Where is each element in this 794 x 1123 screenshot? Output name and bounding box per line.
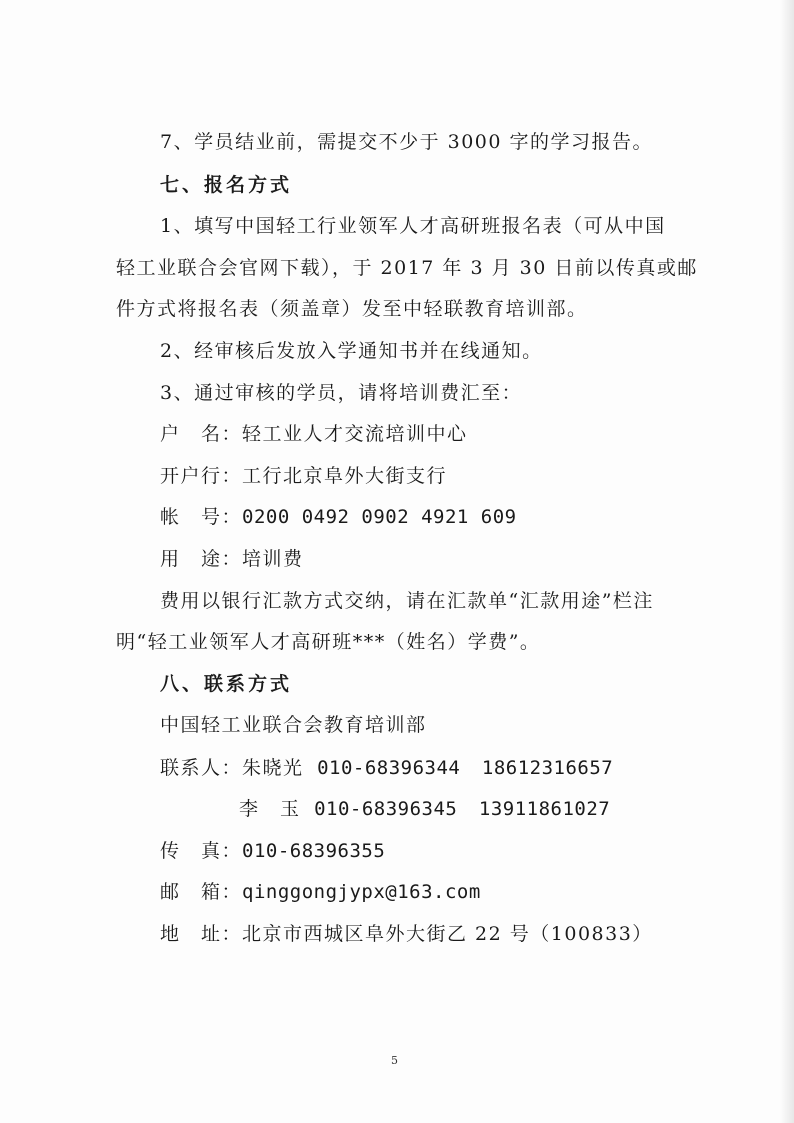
address-row (160, 921, 653, 947)
account-number-row (160, 504, 517, 530)
contact-person-1-name: 朱晓光 (242, 757, 304, 779)
contact-organization: 中国轻工业联合会教育培训部 (160, 714, 427, 736)
bank-row (160, 463, 447, 489)
contact-person-2-phone: 010-68396345 (314, 798, 458, 820)
fax-row (160, 838, 385, 864)
registration-step-3: 3、通过审核的学员，请将培训费汇至： (160, 382, 523, 404)
contact-person-2-name: 李 玉 (239, 798, 301, 820)
contact-person-2-mobile: 13911861027 (478, 798, 611, 820)
purpose-value: 培训费 (242, 548, 304, 570)
account-name-value: 轻工业人才交流培训中心 (242, 423, 468, 445)
scan-edge-shadow (780, 0, 794, 1123)
email-value: qinggongjypx@163.com (242, 881, 481, 903)
email-label: 邮 箱： (160, 881, 243, 903)
fax-label: 传 真： (160, 840, 243, 862)
section-8-heading: 八、联系方式 (160, 673, 293, 695)
contact-person-1-mobile: 18612316657 (481, 757, 614, 779)
account-name-label: 户 名： (160, 423, 243, 445)
email-row (160, 879, 481, 905)
registration-step-1-line-2: 轻工业联合会官网下载），于 2017 年 3 月 30 日前以传真或邮 (116, 257, 698, 279)
account-number-label: 帐 号： (160, 506, 243, 528)
purpose-label: 用 途： (160, 548, 243, 570)
section-7-heading: 七、报名方式 (160, 174, 293, 196)
registration-step-1-line-3: 件方式将报名表（须盖章）发至中轻联教育培训部。 (116, 298, 588, 320)
registration-step-2: 2、经审核后发放入学通知书并在线通知。 (160, 340, 543, 362)
purpose-row (160, 546, 304, 572)
contact-person-1-phone: 010-68396344 (317, 757, 461, 779)
address-label: 地 址： (160, 923, 243, 945)
bank-label: 开户行： (160, 465, 243, 487)
contact-person-2-row (239, 796, 610, 822)
address-value: 北京市西城区阜外大街乙 22 号（100833） (242, 923, 653, 945)
contact-person-1-row (160, 755, 613, 781)
account-number-value: 0200 0492 0902 4921 609 (242, 506, 517, 528)
fee-note-line-1: 费用以银行汇款方式交纳，请在汇款单“汇款用途”栏注 (160, 590, 654, 612)
registration-step-1-line-1: 1、填写中国轻工行业领军人才高研班报名表（可从中国 (160, 215, 666, 237)
fee-note-line-2: 明“轻工业领军人才高研班***（姓名）学费”。 (116, 631, 541, 653)
fax-value: 010-68396355 (242, 840, 386, 862)
account-name-row (160, 421, 468, 447)
item-7-text: 7、学员结业前，需提交不少于 3000 字的学习报告。 (160, 131, 654, 153)
bank-value: 工行北京阜外大街支行 (242, 465, 448, 487)
contact-person-label: 联系人： (160, 757, 243, 779)
page-number: 5 (391, 1054, 398, 1067)
